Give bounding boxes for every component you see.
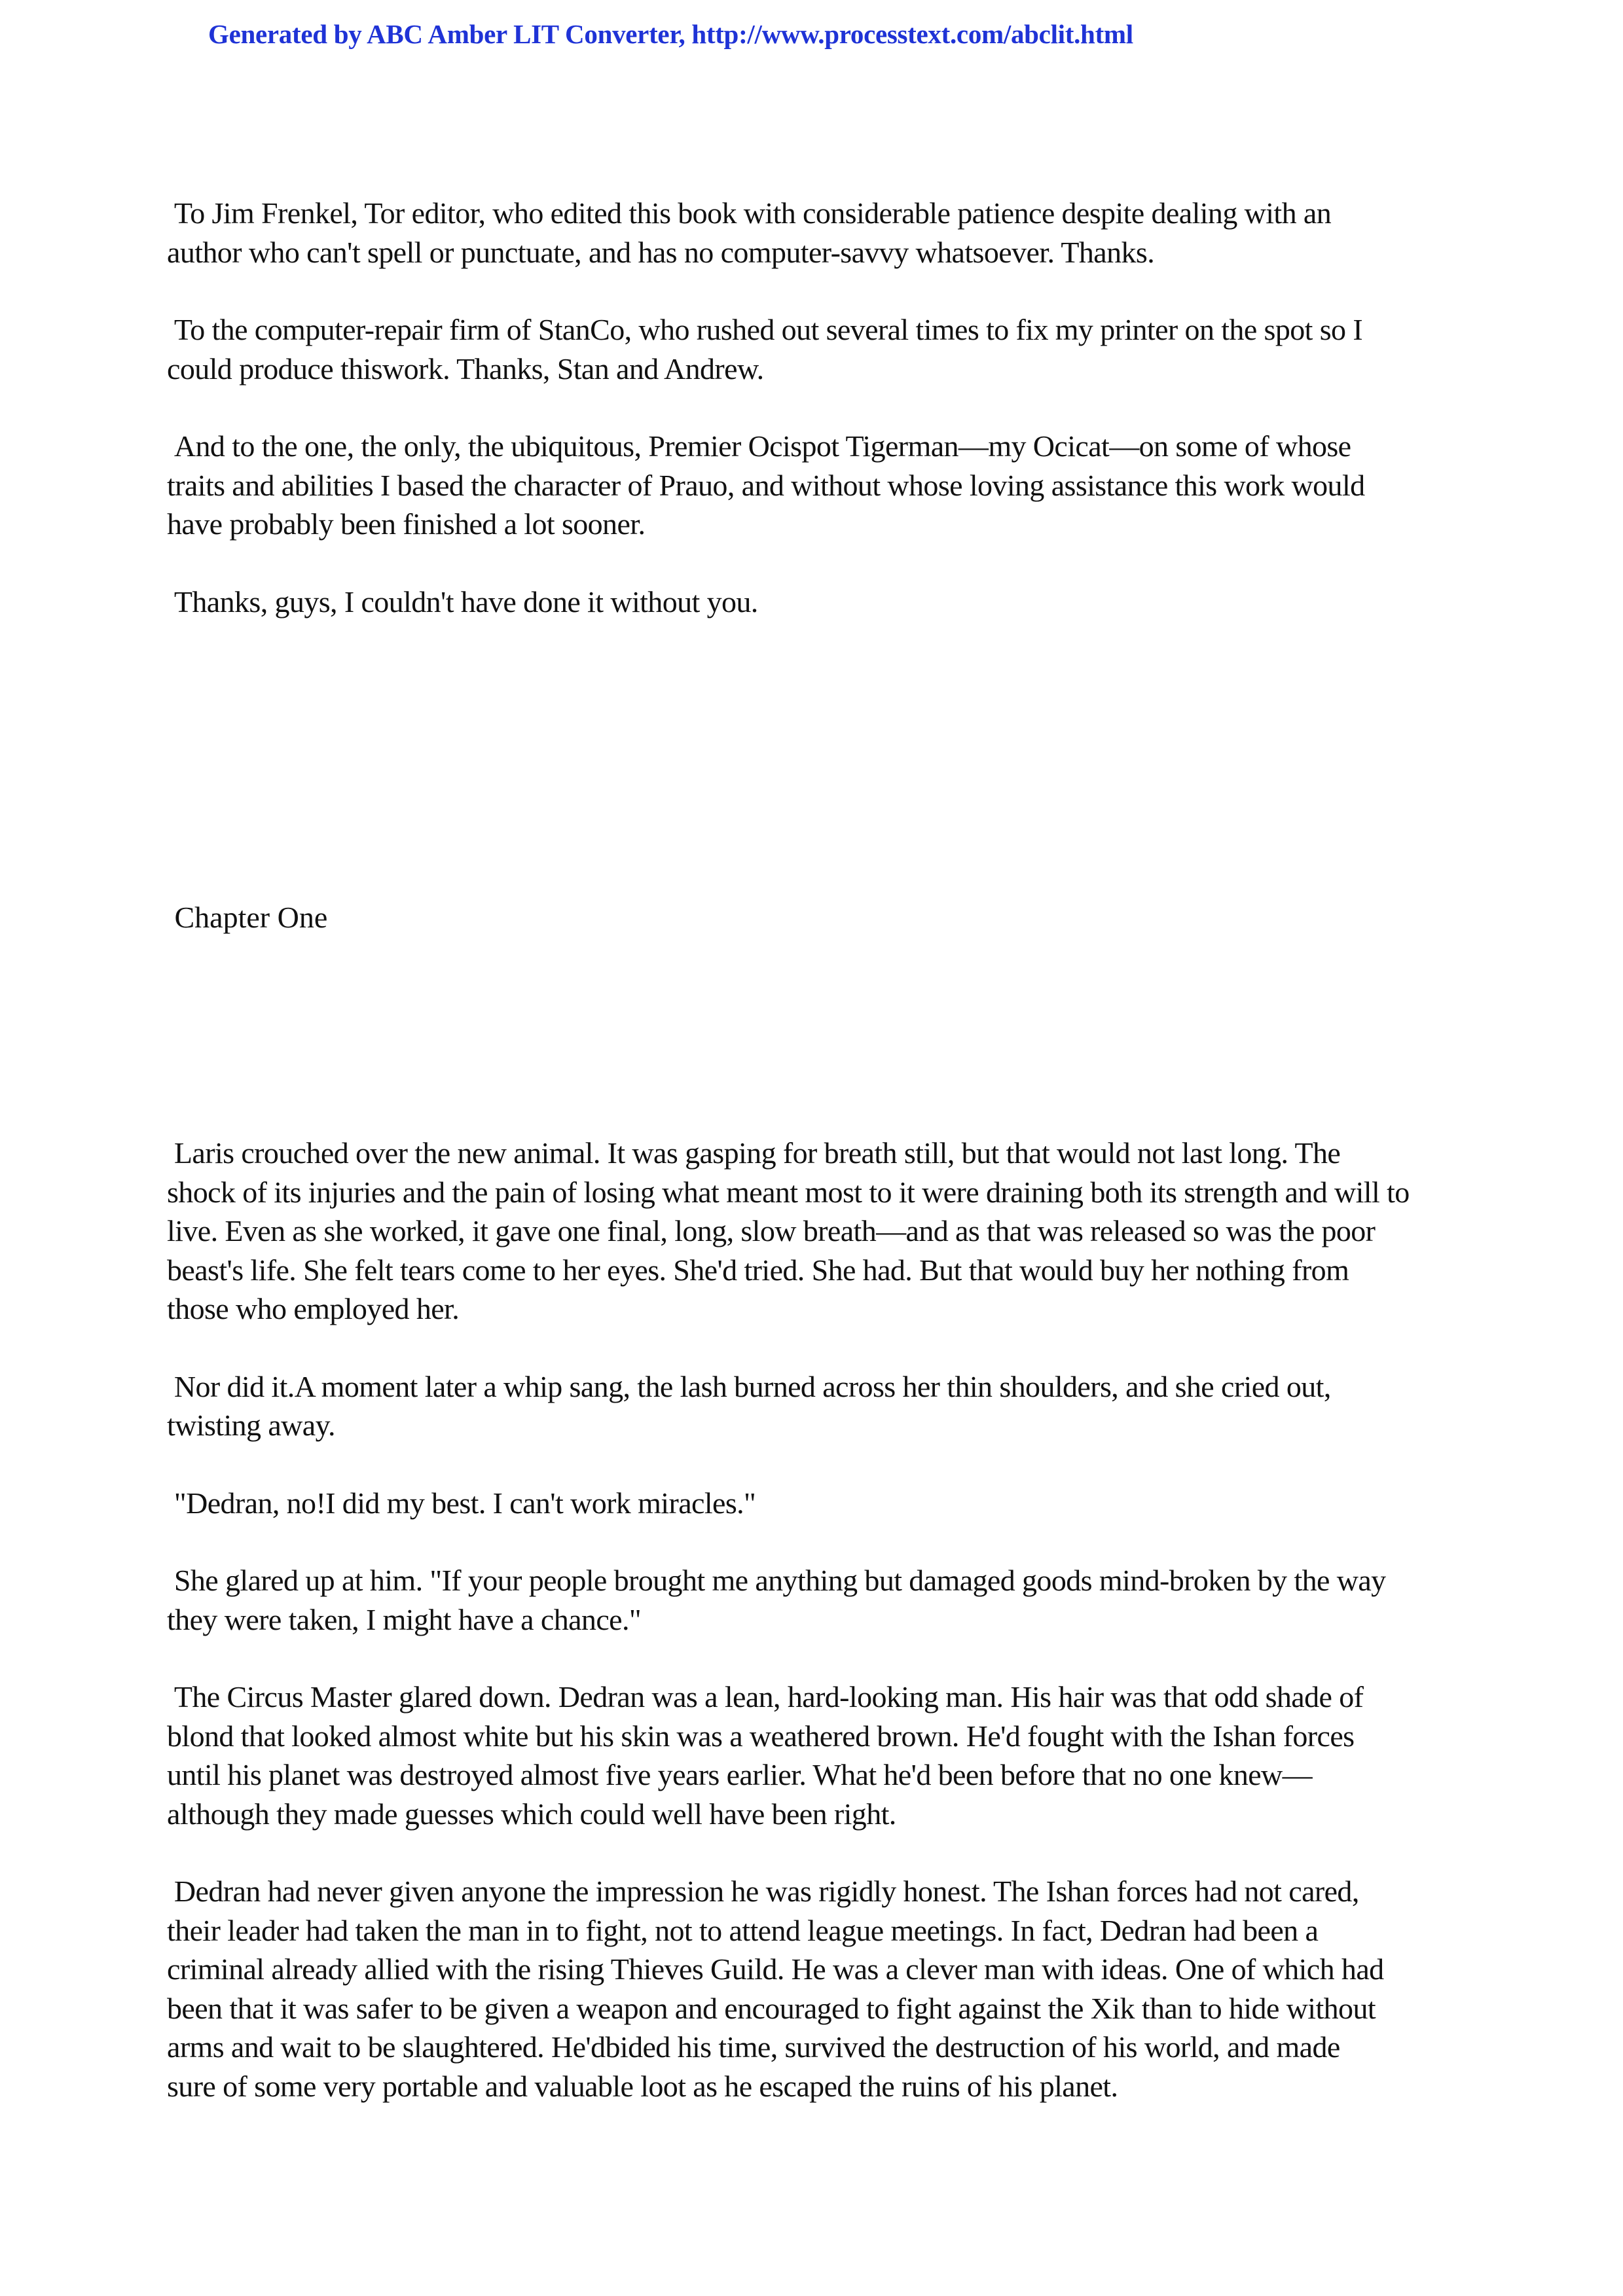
- chapter-title: Chapter One: [167, 901, 328, 934]
- chapter-body: [167, 1134, 1480, 2144]
- acknowledgement-paragraph: And to the one, the only, the ubiquitous, Premier Ocispot Tigerman—my Ocicat—on some of whose traits and abilities I based the character of Prauo, and without whose loving assistance this work would have probably been finished a lot sooner.: [167, 429, 1365, 541]
- acknowledgement-paragraph: Thanks, guys, I couldn't have done it without you.: [167, 584, 758, 619]
- converter-header: Generated by ABC Amber LIT Converter, http://www.processtext.com/abclit.html: [208, 19, 1133, 49]
- story-paragraph: Nor did it.A moment later a whip sang, the lash burned across her thin shoulders, and she cried out, twisting away.: [167, 1369, 1331, 1442]
- story-paragraph: Laris crouched over the new animal. It was gasping for breath still, but that would not last long. The shock of its injuries and the pain of losing what meant most to it were draining both its strength and will to live. Even as she worked, it gave one final, long, slow breath—and as that was released so was the poor beast's life. She felt tears come to her eyes. She'd tried. She had. But that would buy her nothing from those who employed her.: [167, 1136, 1410, 1325]
- story-paragraph: Dedran had never given anyone the impression he was rigidly honest. The Ishan forces had not cared, their leader had taken the man in to fight, not to attend league meetings. In fact, Dedran had been a criminal already allied with the rising Thieves Guild. He was a clever man with ideas. One of which had been that it was safer to be given a weapon and encouraged to fight against the Xik than to hide without arms and wait to be slaughtered. He'dbided his time, survived the destruction of his world, and made sure of some very portable and valuable loot as he escaped the ruins of his planet.: [167, 1874, 1384, 2103]
- acknowledgement-paragraph: To the computer-repair firm of StanCo, who rushed out several times to fix my printer on the spot so I could produce thiswork. Thanks, Stan and Andrew.: [167, 313, 1363, 386]
- story-paragraph: She glared up at him. "If your people brought me anything but damaged goods mind-broken by the way they were taken, I might have a chance.": [167, 1564, 1386, 1636]
- story-paragraph: The Circus Master glared down. Dedran was a lean, hard-looking man. His hair was that odd shade of blond that looked almost white but his skin was a weathered brown. He'd fought with the Ishan forces until his planet was destroyed almost five years earlier. What he'd been before that no one knew— although they made guesses which could well have been right.: [167, 1680, 1364, 1831]
- acknowledgements-section: [167, 194, 1480, 621]
- acknowledgement-paragraph: To Jim Frenkel, Tor editor, who edited this book with considerable patience despite dealing with an author who can't spell or punctuate, and has no computer-savvy whatsoever. Thanks.: [167, 196, 1332, 269]
- story-paragraph: "Dedran, no!I did my best. I can't work miracles.": [167, 1486, 756, 1520]
